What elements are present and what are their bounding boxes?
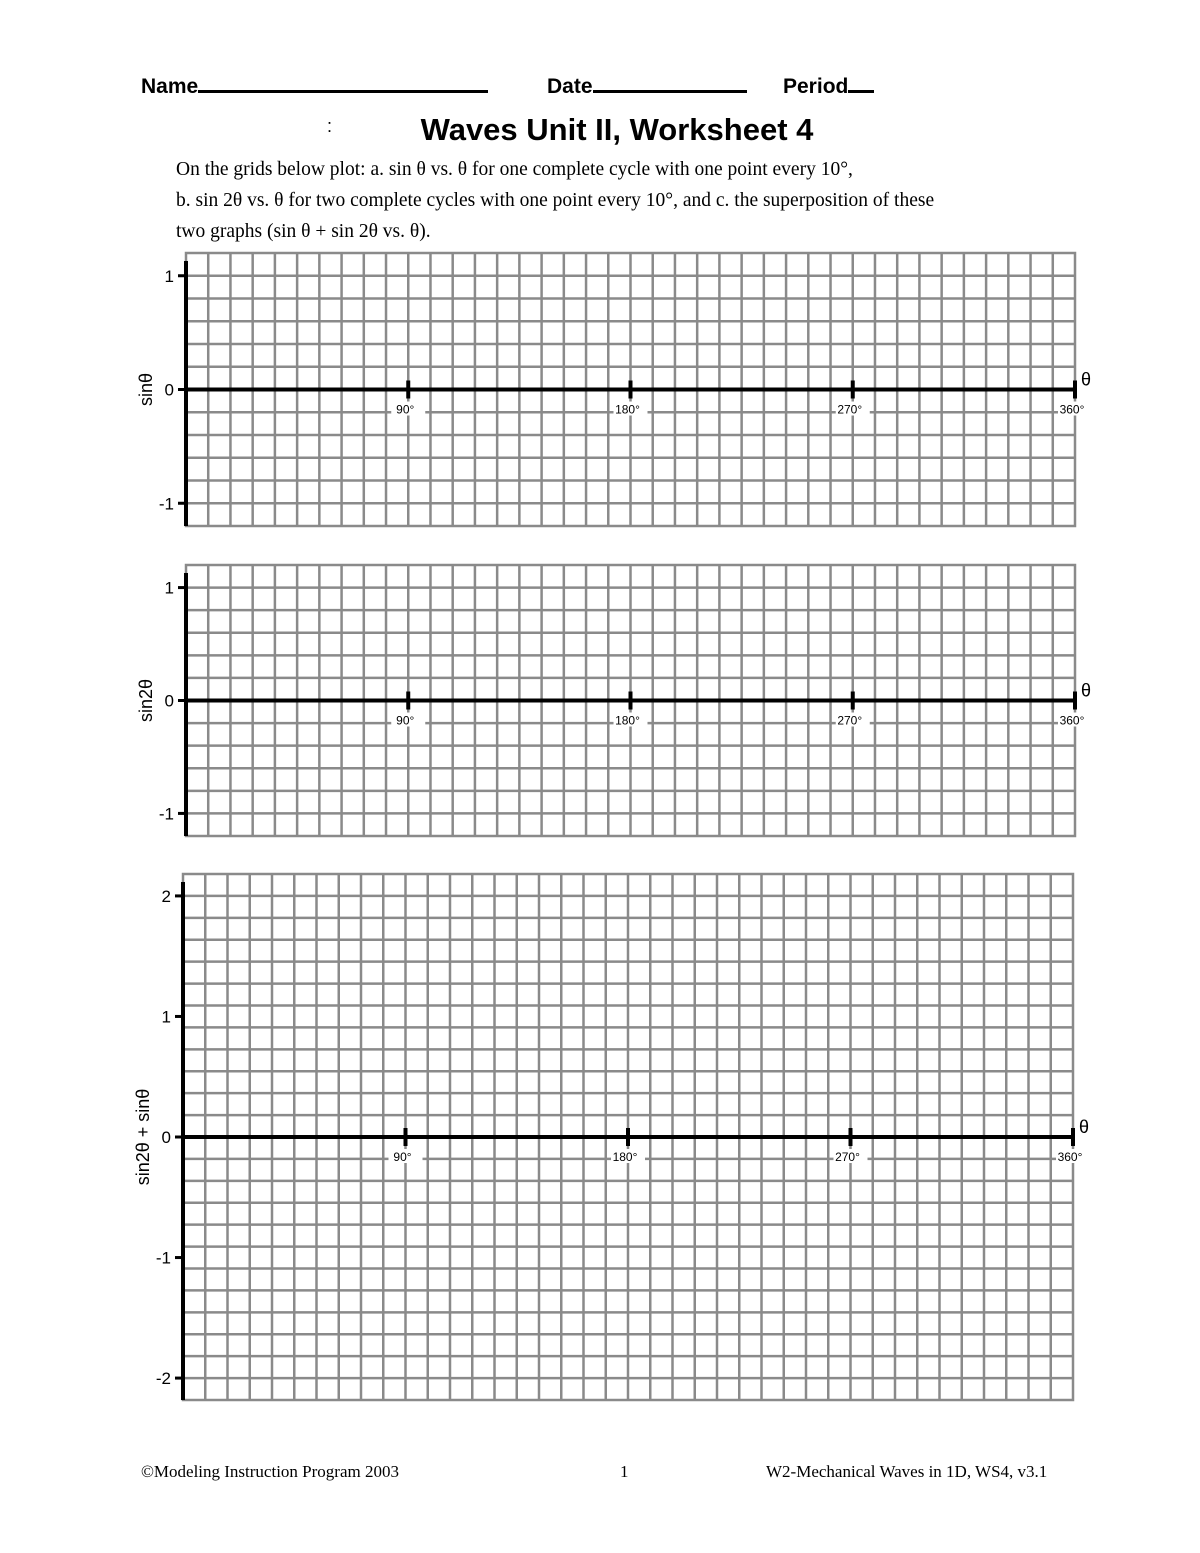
y-axis-label: sin2θ + sinθ [133, 1088, 153, 1186]
x-tick-label: 180° [612, 1150, 638, 1164]
y-tick-label: 1 [164, 578, 174, 598]
x-tick-label: 270° [837, 713, 863, 728]
y-tick-label: -2 [155, 1369, 171, 1389]
y-axis-label: sinθ [136, 372, 156, 407]
footer-doc-id: W2-Mechanical Waves in 1D, WS4, v3.1 [766, 1462, 1048, 1481]
x-axis-label: θ [1081, 369, 1092, 390]
y-axis-label: sin2θ [136, 678, 156, 723]
instruction-line: b. sin 2θ vs. θ for two complete cycles with one point every 10°, and c. the superposition of these [176, 190, 935, 211]
x-tick-label: 90° [396, 402, 415, 417]
instruction-line: On the grids below plot: a. sin θ vs. θ for one complete cycle with one point every 10°, [176, 159, 853, 180]
footer-page-number: 1 [620, 1462, 629, 1481]
y-tick-label: 0 [164, 380, 174, 400]
date-label: Date [547, 75, 593, 98]
y-tick-label: 1 [164, 266, 174, 286]
x-tick-label: 270° [837, 402, 863, 417]
colon-mark: : [327, 116, 333, 136]
x-tick-label: 270° [835, 1150, 860, 1164]
y-tick-label: -1 [155, 1248, 171, 1268]
x-tick-label: 360° [1059, 402, 1085, 417]
x-tick-label: 360° [1057, 1150, 1083, 1164]
x-tick-label: 180° [615, 402, 640, 417]
period-label: Period [783, 75, 849, 98]
instruction-line: two graphs (sin θ + sin 2θ vs. θ). [176, 221, 431, 242]
y-tick-label: 0 [164, 691, 174, 711]
y-tick-label: 0 [161, 1128, 171, 1147]
y-tick-label: -1 [158, 804, 174, 824]
page-title: Waves Unit II, Worksheet 4 [420, 112, 814, 147]
x-tick-label: 360° [1059, 713, 1085, 728]
y-tick-label: 2 [161, 886, 171, 906]
x-axis-label: θ [1081, 680, 1092, 701]
x-tick-label: 180° [615, 713, 640, 728]
x-tick-label: 90° [396, 713, 415, 728]
footer-copyright: ©Modeling Instruction Program 2003 [141, 1462, 399, 1481]
y-tick-label: -1 [158, 494, 174, 514]
y-tick-label: 1 [161, 1007, 171, 1027]
x-tick-label: 90° [393, 1150, 412, 1164]
x-axis-label: θ [1079, 1117, 1090, 1137]
name-label: Name [141, 75, 199, 98]
